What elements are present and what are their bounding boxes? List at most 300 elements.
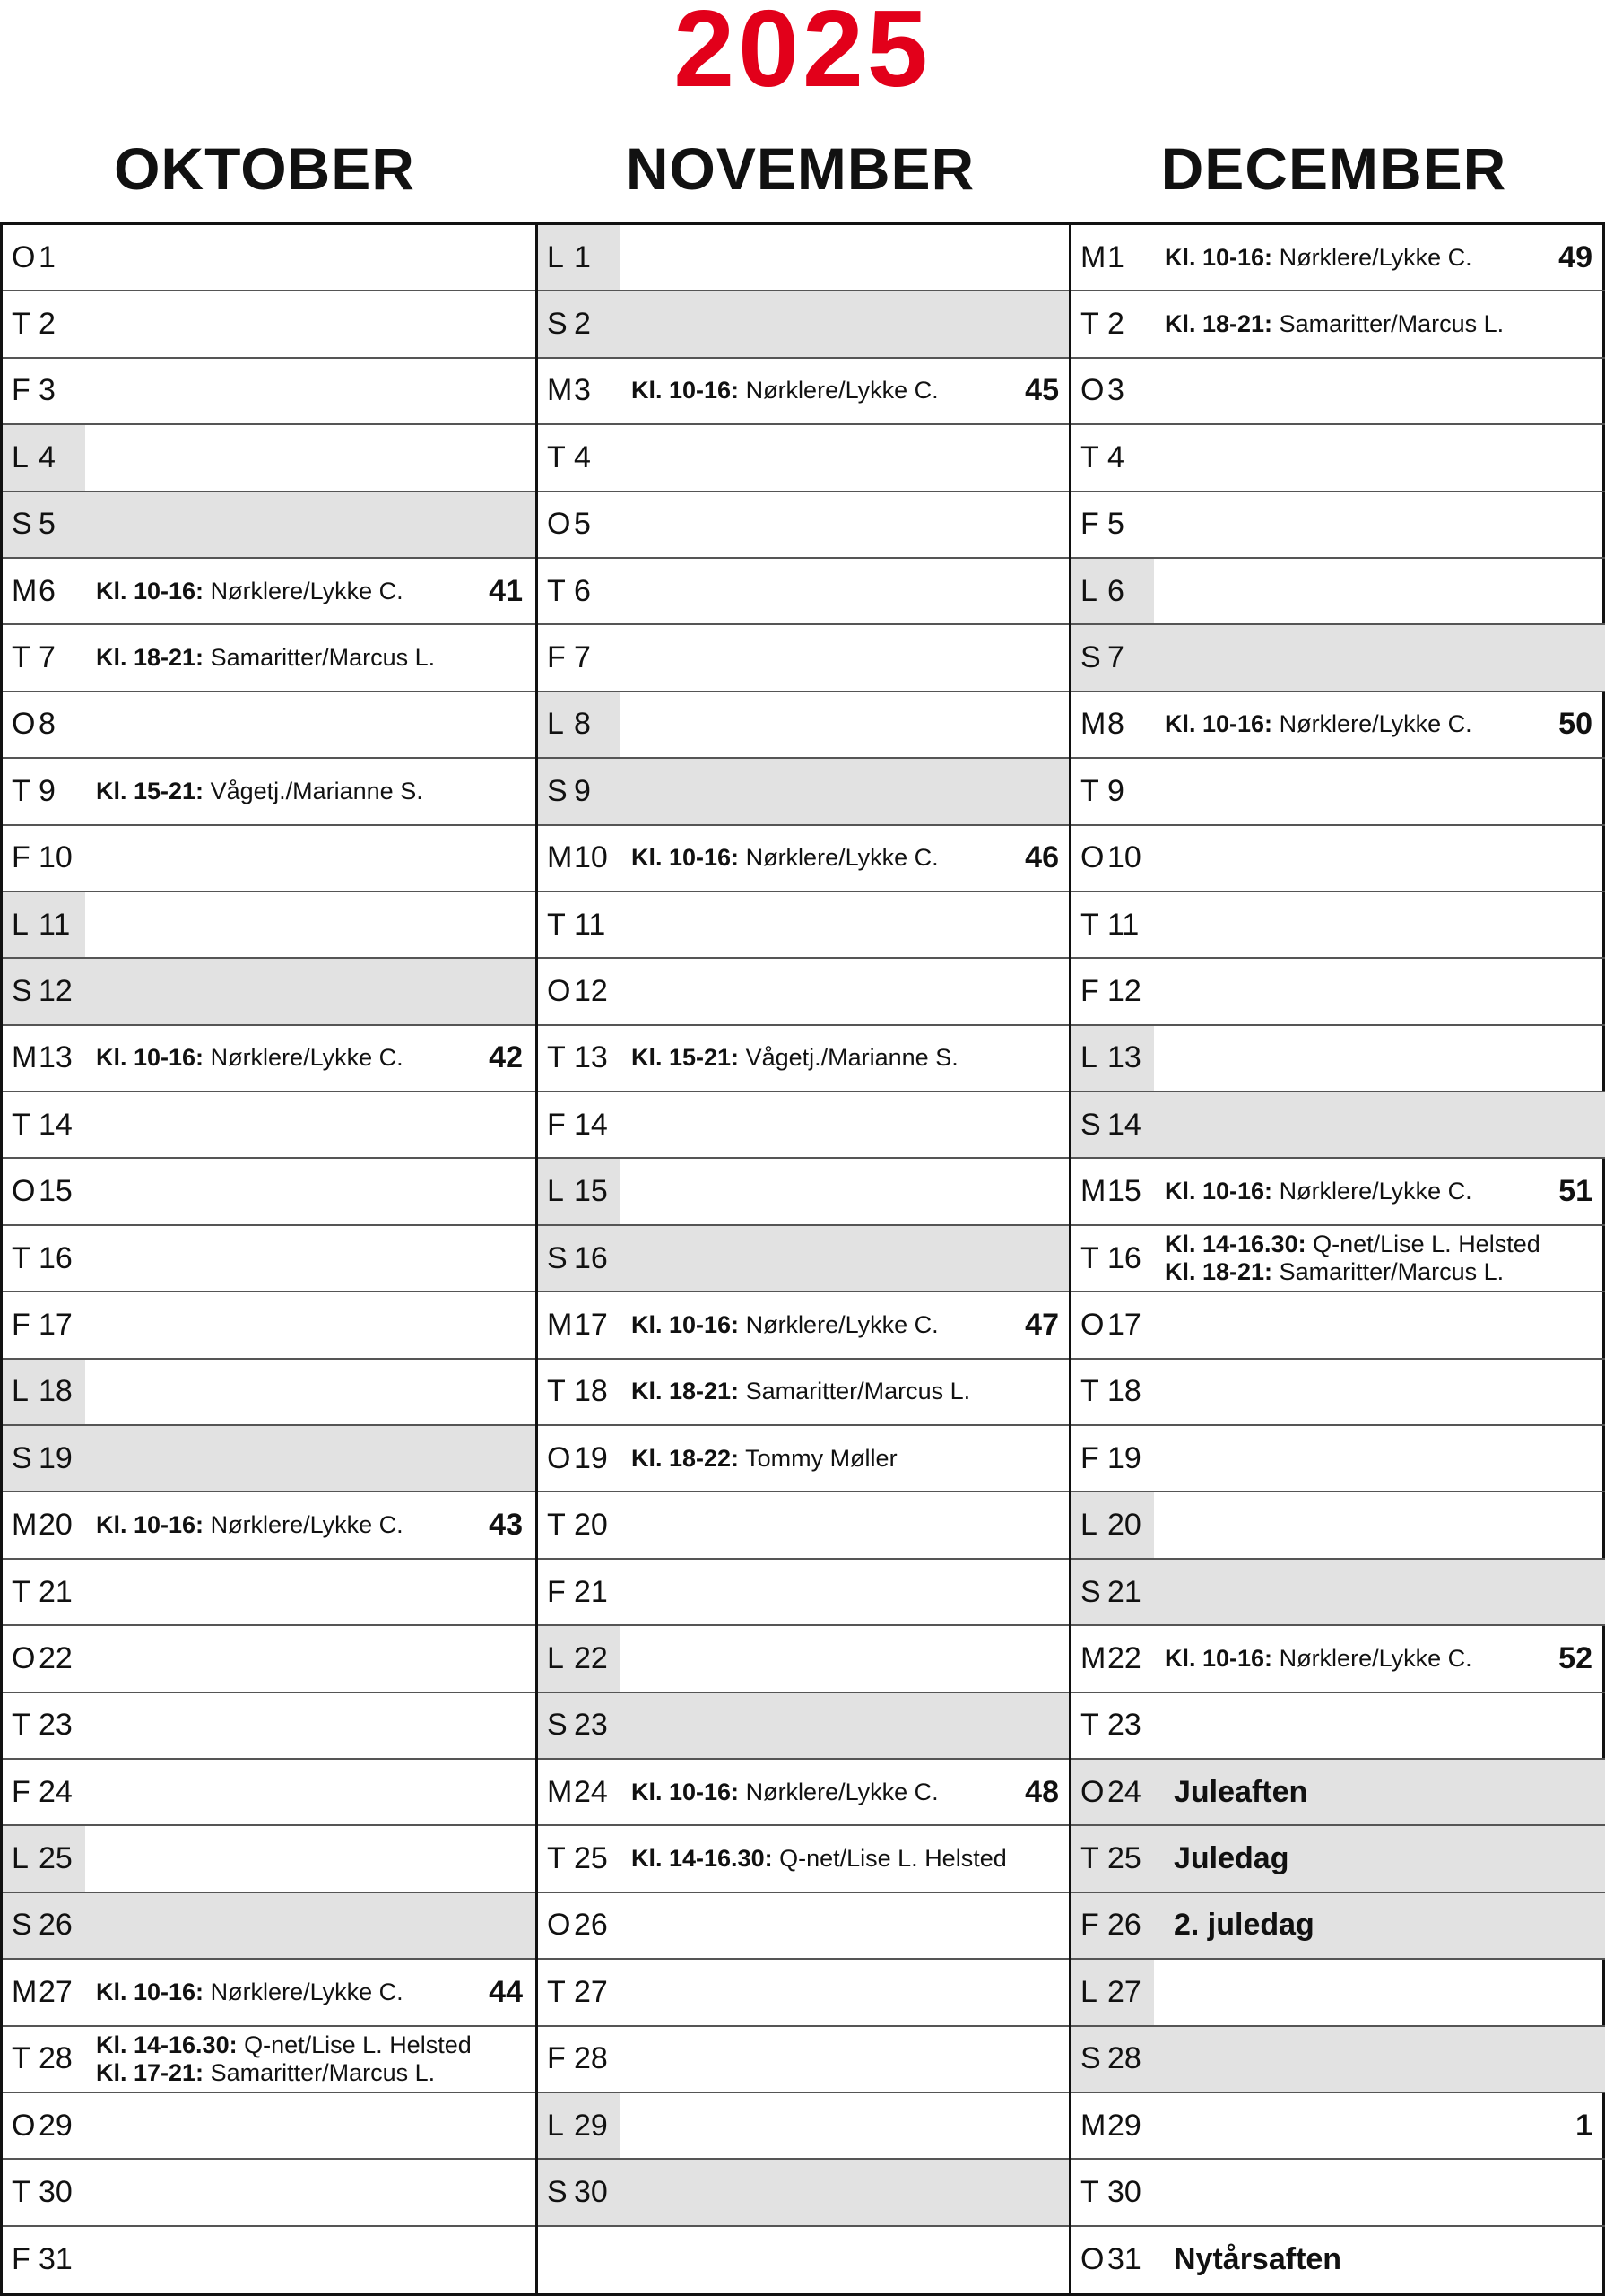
weekday-letter: M (547, 840, 573, 875)
day-row[interactable] (1071, 2227, 1605, 2293)
day-number: 28 (574, 2041, 608, 2076)
day-row[interactable] (1071, 892, 1605, 959)
event-time: Kl. 10-16: (631, 1310, 740, 1338)
day-number: 28 (1107, 2041, 1141, 2076)
day-number: 5 (1107, 507, 1124, 542)
weekday-letter: F (12, 840, 30, 875)
weekday-letter: T (1080, 307, 1099, 342)
day-cell (1071, 1159, 1154, 1223)
day-row[interactable] (1071, 1826, 1605, 1892)
event-text: Samaritter/Marcus L. (1279, 310, 1505, 338)
day-number: 21 (1107, 1574, 1141, 1609)
event-text: Q-net/Lise L. Helsted (244, 2031, 472, 2058)
day-row[interactable] (3, 1360, 535, 1426)
day-cell (3, 2227, 85, 2293)
day-row[interactable] (1071, 1092, 1605, 1159)
day-cell (1071, 1292, 1154, 1357)
day-cell (1071, 1560, 1154, 1624)
day-row[interactable] (3, 1026, 535, 1092)
event-text: Nørklere/Lykke C. (1279, 1178, 1472, 1205)
day-row[interactable] (538, 1492, 1071, 1559)
day-row[interactable] (538, 2027, 1071, 2093)
day-row[interactable] (538, 1960, 1071, 2026)
weekday-letter: L (1080, 573, 1097, 608)
day-cell (3, 425, 85, 490)
day-row[interactable] (538, 1292, 1071, 1359)
event-entry (96, 1044, 482, 1072)
day-row[interactable] (3, 2160, 535, 2226)
day-number: 17 (1107, 1307, 1141, 1342)
day-number: 15 (39, 1174, 73, 1209)
day-cell (3, 1560, 85, 1624)
event-entry (96, 578, 482, 605)
day-row[interactable] (3, 759, 535, 825)
day-row[interactable] (3, 1560, 535, 1626)
month-column-november (535, 225, 1071, 2293)
day-row[interactable] (538, 1826, 1071, 1892)
weekday-letter: M (547, 1307, 573, 1342)
event-list (96, 625, 482, 690)
day-row[interactable] (538, 1560, 1071, 1626)
day-row[interactable] (538, 1626, 1071, 1692)
day-row[interactable] (3, 1292, 535, 1359)
event-list (96, 1026, 482, 1091)
day-row[interactable] (3, 2093, 535, 2160)
day-row[interactable] (3, 1092, 535, 1159)
day-number: 21 (574, 1574, 608, 1609)
weekday-letter: O (547, 1440, 571, 1475)
weekday-letter: T (12, 1240, 30, 1275)
weekday-letter: T (1080, 1240, 1099, 1275)
day-number: 21 (39, 1574, 73, 1609)
day-cell (538, 291, 620, 356)
week-number: 41 (489, 573, 523, 608)
day-cell (3, 1092, 85, 1157)
weekday-letter: S (547, 1240, 568, 1275)
event-time: Kl. 14-16.30: (1165, 1231, 1306, 1258)
day-row[interactable] (3, 1893, 535, 1960)
day-row[interactable] (538, 2093, 1071, 2160)
day-number: 13 (1107, 1040, 1141, 1075)
weekday-letter: T (547, 573, 566, 608)
day-row[interactable] (538, 826, 1071, 892)
weekday-letter: M (12, 573, 38, 608)
day-row[interactable] (538, 359, 1071, 425)
event-text: Q-net/Lise L. Helsted (779, 1845, 1007, 1873)
event-text: Vågetj./Marianne S. (745, 1044, 959, 1072)
day-row[interactable] (1071, 1560, 1605, 1626)
day-row[interactable] (538, 559, 1071, 625)
event-text: Nørklere/Lykke C. (210, 577, 403, 604)
weekday-letter: O (12, 707, 36, 742)
day-number: 12 (1107, 973, 1141, 1008)
event-text: Nørklere/Lykke C. (210, 1978, 403, 2005)
weekday-letter: F (547, 1574, 566, 1609)
event-text: Samaritter/Marcus L. (210, 2058, 436, 2086)
weekday-letter: S (1080, 640, 1101, 675)
day-number: 7 (39, 640, 56, 675)
day-cell (3, 2027, 85, 2092)
week-number: 43 (489, 1508, 523, 1543)
event-time: Kl. 18-21: (96, 644, 204, 672)
day-cell (538, 359, 620, 423)
holiday-label: Juledag (1174, 1841, 1289, 1876)
event-time: Kl. 10-16: (1165, 710, 1273, 738)
day-row[interactable] (3, 559, 535, 625)
event-entry (631, 1845, 1018, 1873)
week-number: 45 (1025, 373, 1059, 408)
day-number: 6 (39, 573, 56, 608)
day-row[interactable] (1071, 1026, 1605, 1092)
day-row[interactable] (3, 1159, 535, 1225)
day-number: 14 (1107, 1107, 1141, 1142)
day-row[interactable] (1071, 225, 1605, 291)
day-number: 27 (1107, 1974, 1141, 2009)
event-list (631, 826, 1018, 891)
day-cell (538, 1560, 620, 1624)
day-row[interactable] (1071, 1626, 1605, 1692)
day-row[interactable] (538, 1360, 1071, 1426)
day-row[interactable] (3, 291, 535, 358)
weekday-letter: S (1080, 2041, 1101, 2076)
event-list (96, 2027, 482, 2092)
event-list (631, 1426, 1018, 1491)
day-row[interactable] (1071, 1360, 1605, 1426)
weekday-letter: S (12, 1440, 32, 1475)
day-cell (1071, 1026, 1154, 1091)
day-number: 29 (39, 2108, 73, 2143)
day-row[interactable] (3, 425, 535, 491)
event-entry (1165, 310, 1551, 338)
day-cell (3, 2160, 85, 2224)
weekday-letter: T (1080, 773, 1099, 808)
day-number: 10 (574, 840, 608, 875)
weekday-letter: M (12, 1974, 38, 2009)
day-cell (538, 1893, 620, 1958)
day-row[interactable] (1071, 1492, 1605, 1559)
day-number: 2 (39, 307, 56, 342)
day-cell (3, 826, 85, 891)
day-row[interactable] (1071, 1960, 1605, 2026)
day-row[interactable] (1071, 2093, 1605, 2160)
day-row[interactable] (3, 959, 535, 1025)
event-entry (1165, 244, 1551, 272)
weekday-letter: O (547, 1908, 571, 1943)
day-cell (3, 1159, 85, 1223)
event-entry (631, 844, 1018, 872)
day-row[interactable] (1071, 2027, 1605, 2093)
day-number: 11 (1107, 907, 1140, 942)
day-number: 2 (574, 307, 591, 342)
day-cell (538, 2160, 620, 2224)
day-number: 12 (574, 973, 608, 1008)
weekday-letter: L (1080, 1974, 1097, 2009)
event-time: Kl. 15-21: (631, 1044, 740, 1072)
day-number: 24 (1107, 1774, 1141, 1809)
day-row[interactable] (1071, 559, 1605, 625)
day-row[interactable] (1071, 625, 1605, 691)
day-row[interactable] (1071, 1426, 1605, 1492)
day-cell (3, 959, 85, 1023)
day-cell (538, 1960, 620, 2024)
day-cell (538, 1026, 620, 1091)
weekday-letter: F (1080, 507, 1099, 542)
event-text: Q-net/Lise L. Helsted (1313, 1231, 1540, 1258)
day-number: 16 (39, 1240, 73, 1275)
day-row[interactable] (538, 1760, 1071, 1826)
weekday-letter: O (1080, 2242, 1105, 2277)
event-entry (631, 1779, 1018, 1806)
day-row[interactable] (3, 625, 535, 691)
day-row[interactable] (1071, 959, 1605, 1025)
day-number: 30 (574, 2175, 608, 2210)
day-row[interactable] (538, 892, 1071, 959)
day-row[interactable] (3, 2027, 535, 2093)
day-cell (1071, 1760, 1154, 1824)
day-number: 19 (574, 1440, 608, 1475)
week-number: 49 (1558, 239, 1592, 274)
day-row[interactable] (1071, 1226, 1605, 1292)
weekday-letter: F (1080, 1440, 1099, 1475)
day-row[interactable] (538, 1226, 1071, 1292)
day-number: 16 (574, 1240, 608, 1275)
weekday-letter: T (1080, 907, 1099, 942)
day-number: 4 (1107, 439, 1124, 474)
weekday-letter: S (547, 773, 568, 808)
day-row[interactable] (3, 2227, 535, 2293)
event-time: Kl. 10-16: (631, 1778, 740, 1805)
day-number: 7 (1107, 640, 1124, 675)
day-number: 8 (1107, 707, 1124, 742)
weekday-letter: T (12, 1574, 30, 1609)
day-cell (538, 2027, 620, 2092)
event-time: Kl. 18-21: (1165, 1258, 1273, 1286)
day-cell (3, 625, 85, 690)
day-number: 8 (39, 707, 56, 742)
weekday-letter: F (12, 1774, 30, 1809)
event-text: Nørklere/Lykke C. (210, 1044, 403, 1072)
weekday-letter: T (547, 439, 566, 474)
day-row[interactable] (538, 2160, 1071, 2226)
weekday-letter: S (12, 973, 32, 1008)
day-row[interactable] (3, 1960, 535, 2026)
day-row[interactable] (538, 759, 1071, 825)
day-row[interactable] (3, 826, 535, 892)
day-row[interactable] (3, 225, 535, 291)
day-cell (1071, 559, 1154, 623)
day-number: 26 (574, 1908, 608, 1943)
day-cell (3, 559, 85, 623)
day-row[interactable] (1071, 291, 1605, 358)
weekday-letter: F (547, 2041, 566, 2076)
weekday-letter: T (12, 773, 30, 808)
day-row[interactable] (3, 892, 535, 959)
day-cell (3, 359, 85, 423)
day-number: 1 (39, 239, 56, 274)
event-list (1165, 1159, 1551, 1223)
day-row[interactable] (538, 1092, 1071, 1159)
event-text: Nørklere/Lykke C. (745, 1310, 939, 1338)
day-row[interactable] (538, 1426, 1071, 1492)
weekday-letter: T (547, 1374, 566, 1409)
day-row[interactable] (538, 425, 1071, 491)
day-row[interactable] (1071, 1893, 1605, 1960)
event-entry (631, 1311, 1018, 1339)
day-number: 3 (574, 373, 591, 408)
weekday-letter: O (1080, 1774, 1105, 1809)
day-number: 30 (39, 2175, 73, 2210)
day-row[interactable] (3, 1226, 535, 1292)
day-number: 3 (1107, 373, 1124, 408)
day-row[interactable] (3, 1426, 535, 1492)
month-column-december (1069, 225, 1605, 2293)
day-number: 15 (1107, 1174, 1141, 1209)
day-row[interactable] (1071, 492, 1605, 559)
day-cell (538, 1159, 620, 1223)
day-cell (1071, 892, 1154, 957)
weekday-letter: O (1080, 1307, 1105, 1342)
month-heading-november: NOVEMBER (625, 135, 976, 202)
day-number: 31 (1107, 2242, 1141, 2277)
day-cell (1071, 425, 1154, 490)
event-text: Nørklere/Lykke C. (1279, 1644, 1472, 1672)
day-cell (1071, 2093, 1154, 2158)
day-row[interactable] (3, 1760, 535, 1826)
day-row[interactable] (1071, 359, 1605, 425)
day-row[interactable] (538, 692, 1071, 759)
day-row[interactable] (3, 359, 535, 425)
holiday-label: 2. juledag (1174, 1908, 1314, 1943)
weekday-letter: S (547, 2175, 568, 2210)
day-cell (1071, 759, 1154, 823)
day-row[interactable] (3, 1492, 535, 1559)
day-row[interactable] (538, 1159, 1071, 1225)
day-number: 31 (39, 2242, 73, 2277)
week-number: 46 (1025, 840, 1059, 875)
day-cell (3, 1226, 85, 1291)
month-column-oktober (3, 225, 535, 2293)
weekday-letter: S (12, 1908, 32, 1943)
day-number: 23 (39, 1708, 73, 1743)
day-cell (538, 1092, 620, 1157)
day-row[interactable] (1071, 1760, 1605, 1826)
month-heading-oktober: OKTOBER (114, 135, 415, 202)
day-row[interactable] (538, 1693, 1071, 1760)
weekday-letter: T (1080, 1708, 1099, 1743)
day-row[interactable] (538, 1026, 1071, 1092)
event-list (631, 1760, 1018, 1824)
event-time: Kl. 18-21: (1165, 310, 1273, 338)
day-row[interactable] (3, 1826, 535, 1892)
day-row[interactable] (1071, 1693, 1605, 1760)
day-number: 6 (1107, 573, 1124, 608)
day-number: 23 (1107, 1708, 1141, 1743)
day-cell (1071, 492, 1154, 557)
day-cell (3, 492, 85, 557)
event-time: Kl. 10-16: (96, 1511, 204, 1539)
day-cell (538, 1360, 620, 1424)
event-entry (631, 1378, 1018, 1405)
day-row[interactable] (1071, 425, 1605, 491)
weekday-letter: F (12, 2242, 30, 2277)
day-row[interactable] (1071, 826, 1605, 892)
day-row[interactable] (1071, 759, 1605, 825)
weekday-letter: L (1080, 1508, 1097, 1543)
day-cell (538, 492, 620, 557)
day-row[interactable] (538, 291, 1071, 358)
weekday-letter: L (547, 1174, 564, 1209)
day-number: 19 (1107, 1440, 1141, 1475)
day-row[interactable] (538, 492, 1071, 559)
weekday-letter: O (1080, 840, 1105, 875)
week-number: 48 (1025, 1774, 1059, 1809)
day-cell (538, 826, 620, 891)
day-row[interactable] (1071, 692, 1605, 759)
day-row[interactable] (538, 225, 1071, 291)
weekday-letter: S (1080, 1574, 1101, 1609)
weekday-letter: M (1080, 1174, 1106, 1209)
day-cell (1071, 1226, 1154, 1291)
day-cell (1071, 625, 1154, 690)
day-number: 11 (574, 907, 606, 942)
holiday-label: Juleaften (1174, 1774, 1308, 1809)
event-text: Nørklere/Lykke C. (1279, 710, 1472, 738)
day-cell (1071, 225, 1154, 290)
day-row[interactable] (1071, 1292, 1605, 1359)
event-time: Kl. 10-16: (631, 844, 740, 872)
day-row[interactable] (1071, 2160, 1605, 2226)
event-entry (96, 778, 482, 805)
event-list (631, 1826, 1018, 1891)
day-cell (538, 2093, 620, 2158)
weekday-letter: L (1080, 1040, 1097, 1075)
event-list (1165, 225, 1551, 290)
day-number: 13 (574, 1040, 608, 1075)
day-cell (538, 225, 620, 290)
weekday-letter: S (12, 507, 32, 542)
day-row[interactable] (538, 2227, 1071, 2293)
day-row[interactable] (538, 625, 1071, 691)
day-number: 24 (39, 1774, 73, 1809)
day-cell (1071, 959, 1154, 1023)
day-number: 18 (1107, 1374, 1141, 1409)
day-cell (1071, 1492, 1154, 1557)
day-row[interactable] (3, 492, 535, 559)
event-list (1165, 692, 1551, 757)
day-row[interactable] (3, 1626, 535, 1692)
weekday-letter: O (12, 1640, 36, 1675)
weekday-letter: T (1080, 2175, 1099, 2210)
weekday-letter: O (547, 507, 571, 542)
day-number: 27 (39, 1974, 73, 2009)
day-number: 19 (39, 1440, 73, 1475)
day-cell (538, 559, 620, 623)
day-row[interactable] (538, 959, 1071, 1025)
day-number: 26 (1107, 1908, 1141, 1943)
day-number: 4 (574, 439, 591, 474)
weekday-letter: F (12, 373, 30, 408)
day-number: 6 (574, 573, 591, 608)
week-number: 50 (1558, 707, 1592, 742)
day-row[interactable] (538, 1893, 1071, 1960)
day-row[interactable] (3, 692, 535, 759)
event-time: Kl. 10-16: (1165, 1178, 1273, 1205)
weekday-letter: T (1080, 1841, 1099, 1876)
day-row[interactable] (3, 1693, 535, 1760)
day-number: 29 (574, 2108, 608, 2143)
day-row[interactable] (1071, 1159, 1605, 1225)
weekday-letter: T (547, 907, 566, 942)
